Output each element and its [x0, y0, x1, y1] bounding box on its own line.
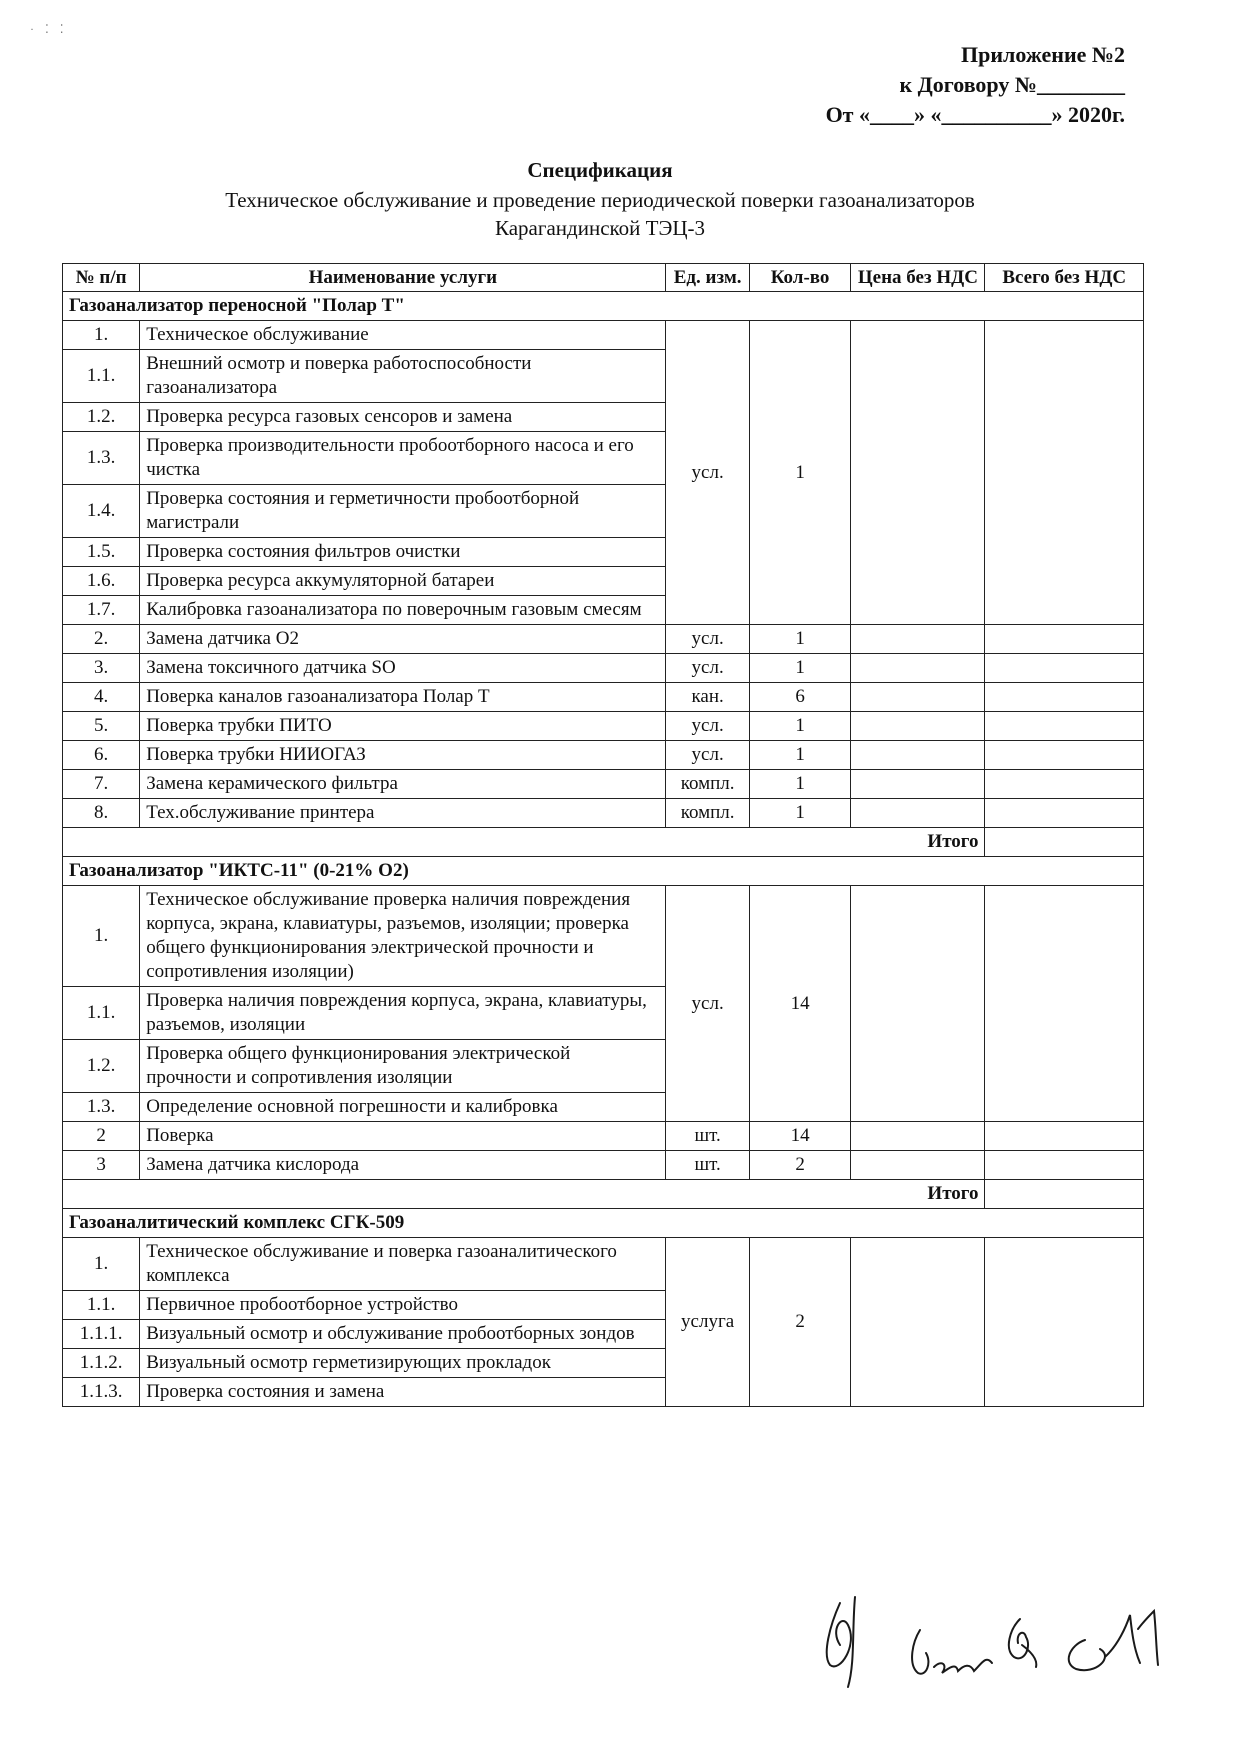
row-quantity: 2: [749, 1151, 851, 1180]
row-unit: усл.: [666, 654, 749, 683]
row-unit: компл.: [666, 770, 749, 799]
subtitle-line-1: Техническое обслуживание и проведение периодической поверки газоанализаторов: [225, 188, 975, 212]
section-title: Газоаналитический комплекс СГК-509: [63, 1209, 1144, 1238]
row-service-name: Проверка наличия повреждения корпуса, экрана, клавиатуры, разъемов, изоляции: [140, 987, 666, 1040]
row-unit: усл.: [666, 741, 749, 770]
row-service-name: Внешний осмотр и поверка работоспособности газоанализатора: [140, 350, 666, 403]
row-quantity: 1: [749, 625, 851, 654]
appendix-header: [826, 40, 1125, 130]
row-total-cell: [985, 770, 1144, 799]
table-row: [63, 1122, 1144, 1151]
total-value-cell: [985, 828, 1144, 857]
row-service-name: Калибровка газоанализатора по поверочным газовым смесям: [140, 596, 666, 625]
row-price-cell: [851, 886, 985, 1122]
row-unit: усл.: [666, 712, 749, 741]
row-number: 1.1.: [63, 1291, 140, 1320]
row-number: 2.: [63, 625, 140, 654]
row-price-cell: [851, 712, 985, 741]
appendix-line-2: к Договору №________: [899, 72, 1125, 97]
row-total-cell: [985, 741, 1144, 770]
row-service-name: Проверка ресурса газовых сенсоров и замена: [140, 403, 666, 432]
row-unit: усл.: [666, 886, 749, 1122]
document-title: Спецификация: [527, 158, 673, 182]
header-price: Цена без НДС: [851, 264, 985, 292]
row-service-name: Поверка трубки ПИТО: [140, 712, 666, 741]
row-service-name: Проверка состояния и герметичности пробоотборной магистрали: [140, 485, 666, 538]
total-value-cell: [985, 1180, 1144, 1209]
header-num: № п/п: [63, 264, 140, 292]
row-price-cell: [851, 799, 985, 828]
total-row: [63, 1180, 1144, 1209]
row-service-name: Поверка трубки НИИОГАЗ: [140, 741, 666, 770]
row-number: 1.: [63, 886, 140, 987]
row-price-cell: [851, 1122, 985, 1151]
table-row: [63, 712, 1144, 741]
row-quantity: 1: [749, 741, 851, 770]
row-total-cell: [985, 683, 1144, 712]
section-title: Газоанализатор "ИКТС-11" (0-21% О2): [63, 857, 1144, 886]
row-quantity: 1: [749, 799, 851, 828]
row-unit: шт.: [666, 1122, 749, 1151]
section-title: Газоанализатор переносной "Полар Т": [63, 292, 1144, 321]
row-number: 1.2.: [63, 1040, 140, 1093]
header-name: Наименование услуги: [140, 264, 666, 292]
table-row: [63, 1238, 1144, 1291]
row-quantity: 1: [749, 654, 851, 683]
row-service-name: Тех.обслуживание принтера: [140, 799, 666, 828]
section-header-row: [63, 292, 1144, 321]
row-number: 3: [63, 1151, 140, 1180]
row-number: 8.: [63, 799, 140, 828]
row-service-name: Замена датчика кислорода: [140, 1151, 666, 1180]
row-total-cell: [985, 886, 1144, 1122]
row-service-name: Проверка ресурса аккумуляторной батареи: [140, 567, 666, 596]
row-number: 5.: [63, 712, 140, 741]
row-number: 1.1.3.: [63, 1378, 140, 1407]
row-number: 1.1.: [63, 350, 140, 403]
table-row: [63, 799, 1144, 828]
row-service-name: Замена токсичного датчика SO: [140, 654, 666, 683]
table-row: [63, 625, 1144, 654]
document-subtitle: [0, 186, 1200, 242]
row-total-cell: [985, 1238, 1144, 1407]
row-service-name: Техническое обслуживание проверка наличия повреждения корпуса, экрана, клавиатуры, разъемов, изоляции; проверка общего функционирования электрической прочности и сопротивления изоляции): [140, 886, 666, 987]
appendix-line-3: От «____» «__________» 2020г.: [825, 102, 1125, 127]
row-total-cell: [985, 712, 1144, 741]
row-number: 1.7.: [63, 596, 140, 625]
row-service-name: Визуальный осмотр герметизирующих прокладок: [140, 1349, 666, 1378]
row-service-name: Замена датчика О2: [140, 625, 666, 654]
row-number: 1.3.: [63, 1093, 140, 1122]
row-service-name: Техническое обслуживание: [140, 321, 666, 350]
table-body: [63, 292, 1144, 1407]
section-header-row: [63, 1209, 1144, 1238]
section-header-row: [63, 857, 1144, 886]
row-number: 1.: [63, 1238, 140, 1291]
row-total-cell: [985, 625, 1144, 654]
row-service-name: Визуальный осмотр и обслуживание пробоотборных зондов: [140, 1320, 666, 1349]
table-row: [63, 683, 1144, 712]
row-unit: услуга: [666, 1238, 749, 1407]
total-label: Итого: [63, 1180, 985, 1209]
row-service-name: Техническое обслуживание и поверка газоаналитического комплекса: [140, 1238, 666, 1291]
signature-image: [800, 1585, 1180, 1710]
row-quantity: 1: [749, 321, 851, 625]
table-row: [63, 741, 1144, 770]
row-price-cell: [851, 1151, 985, 1180]
total-label: Итого: [63, 828, 985, 857]
row-quantity: 6: [749, 683, 851, 712]
row-unit: компл.: [666, 799, 749, 828]
row-number: 7.: [63, 770, 140, 799]
row-number: 1.3.: [63, 432, 140, 485]
row-price-cell: [851, 625, 985, 654]
table-header-row: [63, 264, 1144, 292]
row-unit: кан.: [666, 683, 749, 712]
row-number: 1.6.: [63, 567, 140, 596]
row-price-cell: [851, 654, 985, 683]
header-total: Всего без НДС: [985, 264, 1144, 292]
row-service-name: Определение основной погрешности и калибровка: [140, 1093, 666, 1122]
header-qty: Кол-во: [749, 264, 851, 292]
row-number: 1.4.: [63, 485, 140, 538]
row-quantity: 2: [749, 1238, 851, 1407]
row-total-cell: [985, 799, 1144, 828]
row-service-name: Поверка: [140, 1122, 666, 1151]
row-total-cell: [985, 1122, 1144, 1151]
row-number: 1.5.: [63, 538, 140, 567]
row-service-name: Первичное пробоотборное устройство: [140, 1291, 666, 1320]
row-service-name: Проверка состояния фильтров очистки: [140, 538, 666, 567]
table-row: [63, 321, 1144, 350]
row-number: 3.: [63, 654, 140, 683]
row-unit: усл.: [666, 625, 749, 654]
row-service-name: Замена керамического фильтра: [140, 770, 666, 799]
row-number: 4.: [63, 683, 140, 712]
row-quantity: 14: [749, 1122, 851, 1151]
table-row: [63, 886, 1144, 987]
row-quantity: 1: [749, 770, 851, 799]
row-number: 6.: [63, 741, 140, 770]
row-price-cell: [851, 1238, 985, 1407]
row-unit: усл.: [666, 321, 749, 625]
row-service-name: Проверка производительности пробоотборного насоса и его чистка: [140, 432, 666, 485]
row-price-cell: [851, 321, 985, 625]
row-unit: шт.: [666, 1151, 749, 1180]
appendix-line-1: Приложение №2: [961, 42, 1125, 67]
row-number: 1.1.: [63, 987, 140, 1040]
row-service-name: Проверка общего функционирования электрической прочности и сопротивления изоляции: [140, 1040, 666, 1093]
row-price-cell: [851, 683, 985, 712]
row-price-cell: [851, 741, 985, 770]
row-number: 1.2.: [63, 403, 140, 432]
header-unit: Ед. изм.: [666, 264, 749, 292]
table-row: [63, 1151, 1144, 1180]
row-service-name: Проверка состояния и замена: [140, 1378, 666, 1407]
scan-artifact: · ⁚ ⁚: [30, 22, 68, 36]
row-price-cell: [851, 770, 985, 799]
row-number: 1.1.2.: [63, 1349, 140, 1378]
row-quantity: 1: [749, 712, 851, 741]
row-total-cell: [985, 654, 1144, 683]
row-number: 1.: [63, 321, 140, 350]
table-row: [63, 654, 1144, 683]
row-service-name: Поверка каналов газоанализатора Полар Т: [140, 683, 666, 712]
table-row: [63, 770, 1144, 799]
row-number: 1.1.1.: [63, 1320, 140, 1349]
row-number: 2: [63, 1122, 140, 1151]
row-quantity: 14: [749, 886, 851, 1122]
specification-table: [62, 263, 1144, 1407]
subtitle-line-2: Карагандинской ТЭЦ-3: [495, 216, 705, 240]
total-row: [63, 828, 1144, 857]
row-total-cell: [985, 1151, 1144, 1180]
row-total-cell: [985, 321, 1144, 625]
